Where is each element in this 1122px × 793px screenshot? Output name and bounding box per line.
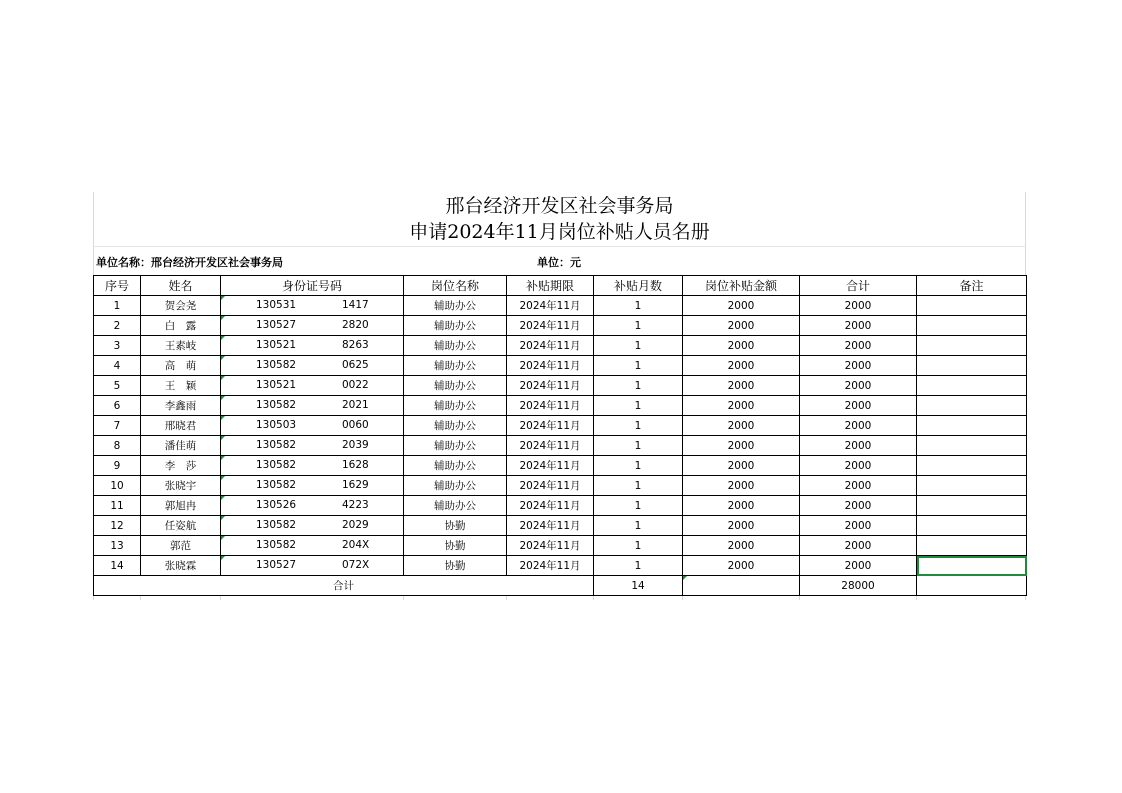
cell-amount[interactable]: 2000 bbox=[683, 356, 800, 376]
cell-post[interactable]: 辅助办公 bbox=[404, 316, 507, 336]
cell-index[interactable]: 14 bbox=[94, 556, 141, 576]
cell-months[interactable]: 1 bbox=[594, 476, 683, 496]
header-cell-note[interactable]: 备注 bbox=[917, 276, 1027, 296]
summary-row bbox=[94, 576, 1027, 596]
cell-index[interactable]: 8 bbox=[94, 436, 141, 456]
cell-error-flag-icon bbox=[221, 356, 225, 360]
id-number-suffix: 0060 bbox=[342, 419, 369, 431]
id-number-suffix: 0022 bbox=[342, 379, 369, 391]
header-cell-period[interactable]: 补贴期限 bbox=[507, 276, 594, 296]
cell-post[interactable]: 辅助办公 bbox=[404, 396, 507, 416]
id-number-suffix: 2029 bbox=[342, 519, 369, 531]
cell-index[interactable]: 3 bbox=[94, 336, 141, 356]
table-row bbox=[94, 336, 1027, 356]
cell-total[interactable]: 2000 bbox=[800, 496, 917, 516]
cell-total[interactable]: 2000 bbox=[800, 516, 917, 536]
cell-name[interactable]: 白 露 bbox=[141, 316, 221, 336]
table-row bbox=[94, 556, 1027, 576]
id-number-prefix: 130503 bbox=[256, 419, 297, 431]
cell-id-number[interactable] bbox=[221, 336, 404, 356]
id-number-suffix: 4223 bbox=[342, 499, 369, 511]
cell-months[interactable]: 1 bbox=[594, 336, 683, 356]
cell-amount[interactable]: 2000 bbox=[683, 516, 800, 536]
cell-id-number[interactable] bbox=[221, 496, 404, 516]
cell-error-flag-icon bbox=[221, 376, 225, 380]
cell-total[interactable]: 2000 bbox=[800, 336, 917, 356]
id-number-suffix: 1629 bbox=[342, 479, 369, 491]
cell-error-flag-icon bbox=[221, 296, 225, 300]
cell-post[interactable]: 协勤 bbox=[404, 536, 507, 556]
currency-unit-label: 单位：元 bbox=[537, 256, 581, 269]
cell-amount[interactable]: 2000 bbox=[683, 496, 800, 516]
id-number-prefix: 130526 bbox=[256, 499, 297, 511]
cell-index[interactable]: 5 bbox=[94, 376, 141, 396]
cell-id-number[interactable] bbox=[221, 356, 404, 376]
table-row bbox=[94, 536, 1027, 556]
id-number-prefix: 130582 bbox=[256, 519, 297, 531]
cell-period[interactable]: 2024年11月 bbox=[507, 316, 594, 336]
subsidy-roster-table bbox=[93, 275, 1027, 596]
cell-note[interactable] bbox=[917, 396, 1027, 416]
cell-months[interactable]: 1 bbox=[594, 296, 683, 316]
cell-name[interactable]: 张晓宇 bbox=[141, 476, 221, 496]
cell-note[interactable] bbox=[917, 436, 1027, 456]
cell-amount[interactable]: 2000 bbox=[683, 416, 800, 436]
cell-index[interactable]: 12 bbox=[94, 516, 141, 536]
cell-error-flag-icon bbox=[221, 496, 225, 500]
cell-index[interactable]: 10 bbox=[94, 476, 141, 496]
cell-amount[interactable]: 2000 bbox=[683, 316, 800, 336]
id-number-prefix: 130582 bbox=[256, 359, 297, 371]
cell-post[interactable]: 辅助办公 bbox=[404, 476, 507, 496]
cell-name[interactable]: 李 莎 bbox=[141, 456, 221, 476]
cell-note[interactable] bbox=[917, 496, 1027, 516]
cell-name[interactable]: 李鑫雨 bbox=[141, 396, 221, 416]
cell-error-flag-icon bbox=[221, 536, 225, 540]
table-row bbox=[94, 296, 1027, 316]
cell-id-number[interactable] bbox=[221, 556, 404, 576]
cell-total[interactable]: 2000 bbox=[800, 356, 917, 376]
summary-label-cell[interactable]: 合计 bbox=[94, 576, 594, 596]
cell-index[interactable]: 9 bbox=[94, 456, 141, 476]
id-number-prefix: 130582 bbox=[256, 459, 297, 471]
cell-period[interactable]: 2024年11月 bbox=[507, 356, 594, 376]
id-number-prefix: 130527 bbox=[256, 559, 297, 571]
cell-error-flag-icon bbox=[221, 516, 225, 520]
cell-total[interactable]: 2000 bbox=[800, 296, 917, 316]
id-number-prefix: 130582 bbox=[256, 399, 297, 411]
cell-period[interactable]: 2024年11月 bbox=[507, 536, 594, 556]
cell-error-flag-icon bbox=[221, 436, 225, 440]
cell-post[interactable]: 辅助办公 bbox=[404, 296, 507, 316]
id-number-prefix: 130582 bbox=[256, 539, 297, 551]
table-body bbox=[94, 296, 1027, 576]
summary-grand-total-cell[interactable]: 28000 bbox=[800, 576, 917, 596]
cell-name[interactable]: 潘佳萌 bbox=[141, 436, 221, 456]
cell-post[interactable]: 协勤 bbox=[404, 556, 507, 576]
summary-note-cell[interactable] bbox=[917, 576, 1027, 596]
cell-post[interactable]: 辅助办公 bbox=[404, 496, 507, 516]
cell-id-number[interactable] bbox=[221, 396, 404, 416]
cell-index[interactable]: 11 bbox=[94, 496, 141, 516]
faint-grid-continuation bbox=[93, 596, 1026, 600]
cell-error-flag-icon bbox=[221, 316, 225, 320]
cell-amount[interactable]: 2000 bbox=[683, 556, 800, 576]
cell-months[interactable]: 1 bbox=[594, 396, 683, 416]
cell-period[interactable]: 2024年11月 bbox=[507, 296, 594, 316]
cell-id-number[interactable] bbox=[221, 536, 404, 556]
cell-post[interactable]: 辅助办公 bbox=[404, 456, 507, 476]
cell-id-number[interactable] bbox=[221, 476, 404, 496]
title-block bbox=[93, 192, 1026, 246]
cell-total[interactable]: 2000 bbox=[800, 396, 917, 416]
table-row bbox=[94, 456, 1027, 476]
cell-index[interactable]: 6 bbox=[94, 396, 141, 416]
cell-id-number[interactable] bbox=[221, 316, 404, 336]
cell-index[interactable]: 4 bbox=[94, 356, 141, 376]
cell-note[interactable] bbox=[917, 336, 1027, 356]
cell-index[interactable]: 2 bbox=[94, 316, 141, 336]
cell-post[interactable]: 辅助办公 bbox=[404, 336, 507, 356]
cell-note[interactable] bbox=[917, 516, 1027, 536]
cell-total[interactable]: 2000 bbox=[800, 376, 917, 396]
cell-total[interactable]: 2000 bbox=[800, 456, 917, 476]
cell-note[interactable] bbox=[917, 356, 1027, 376]
cell-id-number[interactable] bbox=[221, 376, 404, 396]
cell-amount[interactable]: 2000 bbox=[683, 436, 800, 456]
id-number-prefix: 130527 bbox=[256, 319, 297, 331]
cell-total[interactable]: 2000 bbox=[800, 536, 917, 556]
cell-total[interactable]: 2000 bbox=[800, 436, 917, 456]
cell-error-flag-icon bbox=[221, 336, 225, 340]
cell-error-flag-icon bbox=[221, 456, 225, 460]
header-cell-index[interactable]: 序号 bbox=[94, 276, 141, 296]
cell-period[interactable]: 2024年11月 bbox=[507, 376, 594, 396]
cell-amount[interactable]: 2000 bbox=[683, 456, 800, 476]
id-number-suffix: 2039 bbox=[342, 439, 369, 451]
table-row bbox=[94, 356, 1027, 376]
cell-post[interactable]: 协勤 bbox=[404, 516, 507, 536]
cell-months[interactable]: 1 bbox=[594, 416, 683, 436]
cell-total[interactable]: 2000 bbox=[800, 416, 917, 436]
cell-index[interactable]: 13 bbox=[94, 536, 141, 556]
table-row bbox=[94, 516, 1027, 536]
cell-id-number[interactable] bbox=[221, 436, 404, 456]
table-row bbox=[94, 396, 1027, 416]
cell-months[interactable]: 1 bbox=[594, 496, 683, 516]
cell-months[interactable]: 1 bbox=[594, 536, 683, 556]
id-number-prefix: 130531 bbox=[256, 299, 297, 311]
cell-months[interactable]: 1 bbox=[594, 316, 683, 336]
cell-id-number[interactable] bbox=[221, 296, 404, 316]
spreadsheet-page bbox=[93, 192, 1026, 596]
cell-error-flag-icon bbox=[221, 556, 225, 560]
cell-error-flag-icon bbox=[221, 416, 225, 420]
cell-name[interactable]: 郭旭冉 bbox=[141, 496, 221, 516]
header-row bbox=[94, 276, 1027, 296]
cell-amount[interactable]: 2000 bbox=[683, 536, 800, 556]
id-number-suffix: 2820 bbox=[342, 319, 369, 331]
unit-info-row bbox=[93, 246, 1026, 275]
header-cell-post[interactable]: 岗位名称 bbox=[404, 276, 507, 296]
cell-amount[interactable]: 2000 bbox=[683, 396, 800, 416]
cell-months[interactable]: 1 bbox=[594, 356, 683, 376]
unit-name-label: 单位名称：邢台经济开发区社会事务局 bbox=[96, 256, 283, 269]
cell-post[interactable]: 辅助办公 bbox=[404, 356, 507, 376]
cell-period[interactable]: 2024年11月 bbox=[507, 456, 594, 476]
summary-amount-cell[interactable] bbox=[683, 576, 800, 596]
document-title: 邢台经济开发区社会事务局 bbox=[445, 195, 674, 217]
cell-post[interactable]: 辅助办公 bbox=[404, 436, 507, 456]
cell-period[interactable]: 2024年11月 bbox=[507, 396, 594, 416]
cell-total[interactable]: 2000 bbox=[800, 316, 917, 336]
cell-amount[interactable]: 2000 bbox=[683, 336, 800, 356]
cell-error-flag-icon bbox=[221, 396, 225, 400]
cell-note[interactable] bbox=[917, 456, 1027, 476]
cell-post[interactable]: 辅助办公 bbox=[404, 416, 507, 436]
cell-note[interactable] bbox=[917, 416, 1027, 436]
cell-note[interactable] bbox=[917, 536, 1027, 556]
table-row bbox=[94, 316, 1027, 336]
cell-amount[interactable]: 2000 bbox=[683, 296, 800, 316]
cell-period[interactable]: 2024年11月 bbox=[507, 336, 594, 356]
id-number-prefix: 130521 bbox=[256, 339, 297, 351]
id-number-prefix: 130521 bbox=[256, 379, 297, 391]
cell-post[interactable]: 辅助办公 bbox=[404, 376, 507, 396]
cell-note[interactable] bbox=[917, 296, 1027, 316]
summary-months-cell[interactable]: 14 bbox=[594, 576, 683, 596]
document-subtitle: 申请2024年11月岗位补贴人员名册 bbox=[409, 221, 710, 243]
table-row bbox=[94, 476, 1027, 496]
cell-months[interactable]: 1 bbox=[594, 456, 683, 476]
table-row bbox=[94, 376, 1027, 396]
table-row bbox=[94, 496, 1027, 516]
id-number-prefix: 130582 bbox=[256, 439, 297, 451]
cell-name[interactable]: 郭范 bbox=[141, 536, 221, 556]
id-number-suffix: 8263 bbox=[342, 339, 369, 351]
cell-name[interactable]: 王素岐 bbox=[141, 336, 221, 356]
cell-period[interactable]: 2024年11月 bbox=[507, 516, 594, 536]
cell-note[interactable] bbox=[917, 376, 1027, 396]
cell-name[interactable]: 高 萌 bbox=[141, 356, 221, 376]
header-cell-months[interactable]: 补贴月数 bbox=[594, 276, 683, 296]
cell-total[interactable]: 2000 bbox=[800, 556, 917, 576]
id-number-suffix: 0625 bbox=[342, 359, 369, 371]
cell-note[interactable] bbox=[917, 316, 1027, 336]
cell-total[interactable]: 2000 bbox=[800, 476, 917, 496]
cell-error-flag-icon bbox=[221, 476, 225, 480]
cell-id-number[interactable] bbox=[221, 456, 404, 476]
cell-months[interactable]: 1 bbox=[594, 516, 683, 536]
header-cell-amount[interactable]: 岗位补贴金额 bbox=[683, 276, 800, 296]
id-number-suffix: 2021 bbox=[342, 399, 369, 411]
header-cell-total[interactable]: 合计 bbox=[800, 276, 917, 296]
cell-period[interactable]: 2024年11月 bbox=[507, 496, 594, 516]
cell-name[interactable]: 贺会尧 bbox=[141, 296, 221, 316]
header-cell-id-number[interactable]: 身份证号码 bbox=[221, 276, 404, 296]
cell-period[interactable]: 2024年11月 bbox=[507, 476, 594, 496]
cell-name[interactable]: 邢晓君 bbox=[141, 416, 221, 436]
cell-months[interactable]: 1 bbox=[594, 556, 683, 576]
id-number-suffix: 1628 bbox=[342, 459, 369, 471]
header-cell-name[interactable]: 姓名 bbox=[141, 276, 221, 296]
cell-name[interactable]: 王 颖 bbox=[141, 376, 221, 396]
cell-note-selected[interactable] bbox=[917, 556, 1027, 576]
cell-id-number[interactable] bbox=[221, 416, 404, 436]
cell-name[interactable]: 张晓霖 bbox=[141, 556, 221, 576]
cell-period[interactable]: 2024年11月 bbox=[507, 436, 594, 456]
id-number-prefix: 130582 bbox=[256, 479, 297, 491]
cell-amount[interactable]: 2000 bbox=[683, 376, 800, 396]
id-number-suffix: 072X bbox=[342, 559, 370, 571]
cell-period[interactable]: 2024年11月 bbox=[507, 556, 594, 576]
cell-name[interactable]: 任姿航 bbox=[141, 516, 221, 536]
id-number-suffix: 1417 bbox=[342, 299, 369, 311]
cell-amount[interactable]: 2000 bbox=[683, 476, 800, 496]
cell-index[interactable]: 1 bbox=[94, 296, 141, 316]
table-row bbox=[94, 436, 1027, 456]
cell-index[interactable]: 7 bbox=[94, 416, 141, 436]
cell-period[interactable]: 2024年11月 bbox=[507, 416, 594, 436]
table-row bbox=[94, 416, 1027, 436]
cell-months[interactable]: 1 bbox=[594, 436, 683, 456]
cell-months[interactable]: 1 bbox=[594, 376, 683, 396]
id-number-suffix: 204X bbox=[342, 539, 370, 551]
cell-error-flag-icon bbox=[683, 576, 687, 580]
cell-note[interactable] bbox=[917, 476, 1027, 496]
cell-id-number[interactable] bbox=[221, 516, 404, 536]
